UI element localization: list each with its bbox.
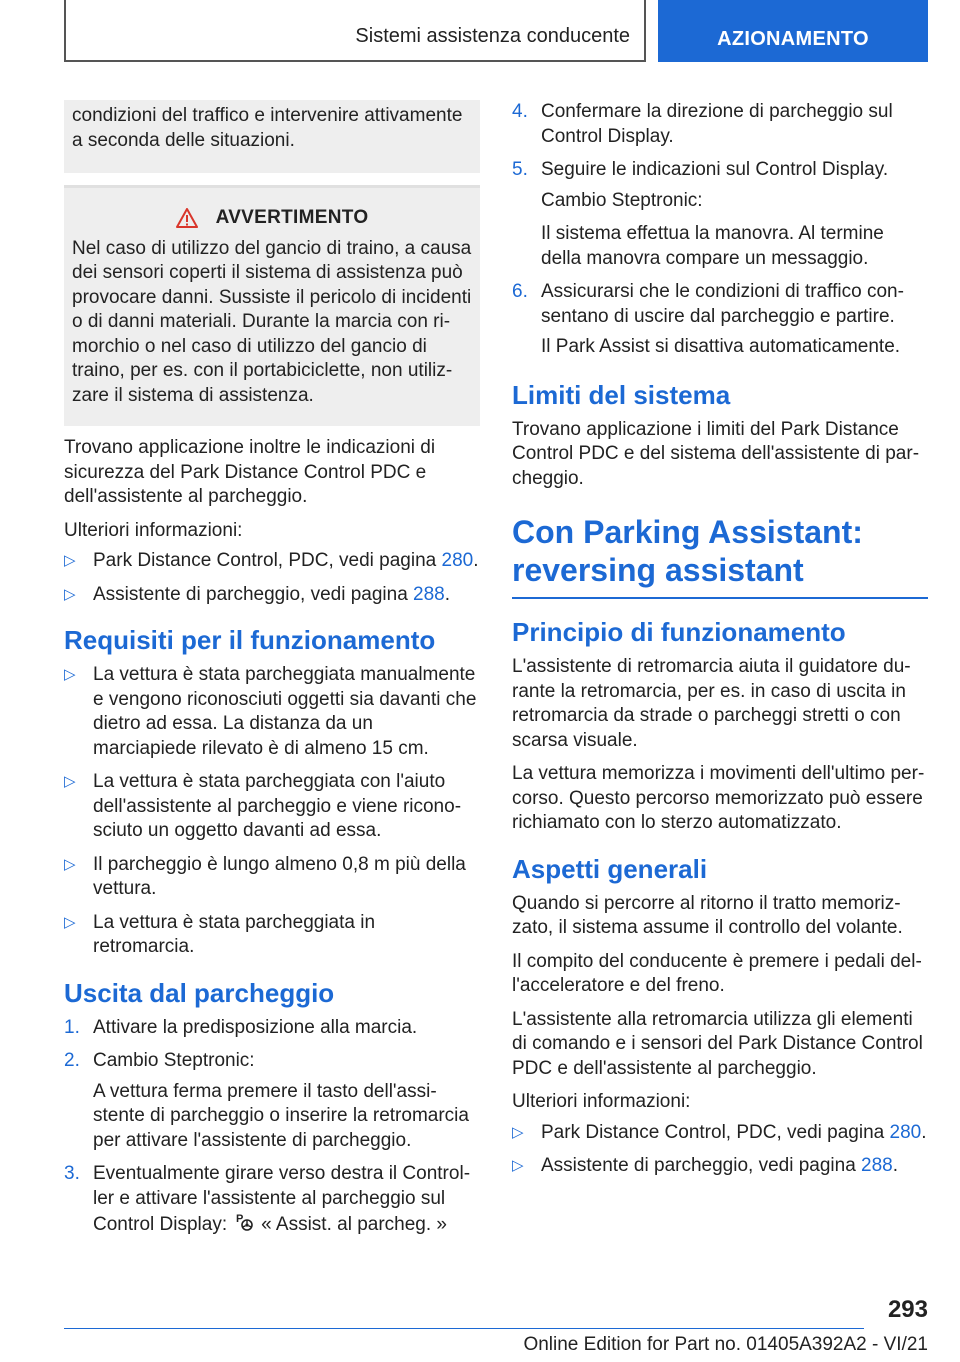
menu-item-park-assist: « Assist. al parcheg. » bbox=[261, 1214, 447, 1235]
heading-main: Con Parking Assistant: reversing assistant bbox=[512, 513, 928, 599]
heading-uscita: Uscita dal parcheggio bbox=[64, 977, 335, 1008]
triangle-right-icon: ▷ bbox=[64, 913, 76, 931]
chapter-title: AZIONAMENTO bbox=[717, 28, 869, 50]
section-tab bbox=[64, 0, 646, 62]
continued-note bbox=[64, 100, 480, 173]
uscita-steps-cont bbox=[64, 1162, 480, 1238]
aspetti-text-3: L'assistente alla retromarcia utilizza gli elementi di comando e i sensori del Park Distance Control PDC e dell'assistente al parcheggio. bbox=[512, 1008, 923, 1079]
heading-principio: Principio di funzionamento bbox=[512, 617, 846, 647]
step5-detail-2: Il sistema effettua la manovra. Al termine della manovra compare un messaggio. bbox=[541, 223, 884, 269]
uscita-steps-right bbox=[512, 100, 928, 183]
step-item: 6. Assicurarsi che le condizioni di traffico consentano di uscire dal parcheggio e partire. bbox=[512, 281, 904, 327]
heading-aspetti: Aspetti generali bbox=[512, 853, 708, 884]
list-item: ▷ Il parcheggio è lungo almeno 0,8 m più della vettura. bbox=[64, 853, 466, 899]
left-column bbox=[64, 100, 480, 1247]
step-item: 5. Seguire le indicazioni sul Control Display. bbox=[512, 159, 889, 180]
step5-detail-1: Cambio Steptronic: bbox=[541, 189, 703, 211]
list-item: ▷ Park Distance Control, PDC, vedi pagina 280. bbox=[512, 1121, 928, 1146]
triangle-right-icon: ▷ bbox=[512, 1123, 524, 1141]
more-info-label: Ulteriori informazioni: bbox=[64, 519, 243, 541]
principio-text-2: La vettura memorizza i movimenti dell'ultimo percorso. Questo percorso memorizzato può essere richiamato con lo sterzo automatizzato. bbox=[512, 763, 925, 833]
limiti-text: Trovano applicazione i limiti del Park Distance Control PDC e del sistema dell'assistente di parcheggio. bbox=[512, 418, 920, 489]
principio-text-1: L'assistente di retromarcia aiuta il guidatore durante la retromarcia, per es. in caso di uscita in retromarcia da strade o parcheggi stretti o con scarsa visuale. bbox=[512, 656, 911, 751]
step-item: 4. Confermare la direzione di parcheggio sul Control Display. bbox=[512, 101, 893, 147]
list-item: ▷ Assistente di parcheggio, vedi pagina 288. bbox=[64, 583, 480, 608]
triangle-right-icon: ▷ bbox=[64, 552, 76, 569]
step6-detail: Il Park Assist si disattiva automaticamente. bbox=[541, 336, 901, 357]
heading-requisiti: Requisiti per il funzionamento bbox=[64, 625, 436, 655]
triangle-right-icon: ▷ bbox=[64, 773, 76, 790]
warning-header bbox=[72, 206, 472, 231]
uscita-steps bbox=[64, 1016, 480, 1074]
warning-triangle-icon bbox=[176, 208, 198, 228]
more-info-list-right bbox=[512, 1121, 928, 1179]
list-item: ▷ Park Distance Control, PDC, vedi pagina 280. bbox=[64, 549, 480, 574]
more-info-list bbox=[64, 549, 480, 607]
warning-text: Nel caso di utilizzo del gancio di traino, a causa dei sensori coperti il sistema di assistenza può provocare danni. Sussiste il pericolo di incidenti o di danni materiali. Durante la marcia con rimorchio o nel caso di utilizzo del gancio di traino, per es. con il portabiciclette, non utilizzare il sistema di assistenza. bbox=[72, 237, 472, 406]
svg-text:P: P bbox=[236, 1213, 244, 1225]
list-item: ▷ Assistente di parcheggio, vedi pagina 288. bbox=[512, 1154, 928, 1179]
page-link-280[interactable]: 280 bbox=[441, 550, 474, 571]
page-link-280[interactable]: 280 bbox=[889, 1121, 922, 1143]
right-column bbox=[512, 100, 928, 1188]
edition-info: Online Edition for Part no. 01405A392A2 - VI/21 bbox=[523, 1334, 928, 1355]
aspetti-text-1: Quando si percorre al ritorno il tratto memorizzato, il sistema assume il controllo del volante. bbox=[512, 892, 903, 938]
step-item: 1. Attivare la predisposizione alla marcia. bbox=[64, 1016, 418, 1038]
page-link-288[interactable]: 288 bbox=[861, 1155, 893, 1176]
section-title: Sistemi assistenza conducente bbox=[355, 25, 630, 47]
step-item: 3. Eventualmente girare verso destra il Controller e attivare l'assistente al parcheggio sul Control Display: P « Assist. al parcheg. » bbox=[64, 1163, 471, 1235]
page-header bbox=[64, 0, 928, 66]
triangle-right-icon: ▷ bbox=[64, 855, 76, 873]
more-info-label: Ulteriori informazioni: bbox=[512, 1091, 691, 1112]
list-item: ▷ La vettura è stata parcheggiata in retromarcia. bbox=[64, 911, 376, 957]
requisiti-list bbox=[64, 663, 480, 960]
page-number: 293 bbox=[887, 1296, 928, 1323]
warning-box bbox=[64, 185, 480, 426]
chapter-tab bbox=[658, 0, 928, 62]
parking-assistant-icon bbox=[233, 1211, 255, 1233]
list-item: ▷ La vettura è stata parcheggiata manualmente e vengono riconosciuti oggetti sia davanti che dietro ad essa. La distanza da un marciapiede rilevato è di almeno 15 cm. bbox=[64, 664, 477, 759]
triangle-right-icon: ▷ bbox=[64, 666, 76, 683]
safety-paragraph: Trovano applicazione inoltre le indicazioni di sicurezza del Park Distance Control PDC e dell'assistente al parcheggio. bbox=[64, 437, 436, 507]
triangle-right-icon: ▷ bbox=[64, 585, 76, 603]
footer-divider bbox=[64, 1328, 864, 1329]
list-item: ▷ La vettura è stata parcheggiata con l'aiuto dell'assistente al parcheggio e viene riconosciuto un oggetto davanti ad essa. bbox=[64, 771, 462, 841]
step2-detail: A vettura ferma premere il tasto dell'assistente di parcheggio o inserire la retromarcia per attivare l'assistente di parcheggio. bbox=[93, 1080, 469, 1151]
triangle-right-icon: ▷ bbox=[512, 1157, 524, 1174]
step-item: 2. Cambio Steptronic: bbox=[64, 1050, 255, 1071]
uscita-steps-right-2 bbox=[512, 280, 928, 329]
page-link-288[interactable]: 288 bbox=[413, 583, 445, 605]
warning-title: AVVERTIMENTO bbox=[215, 207, 369, 228]
continued-text: condizioni del traffico e intervenire attivamente a seconda delle situazioni. bbox=[72, 105, 463, 151]
aspetti-text-2: Il compito del conducente è premere i pedali dell'acceleratore e del freno. bbox=[512, 950, 922, 996]
heading-limiti: Limiti del sistema bbox=[512, 379, 731, 410]
